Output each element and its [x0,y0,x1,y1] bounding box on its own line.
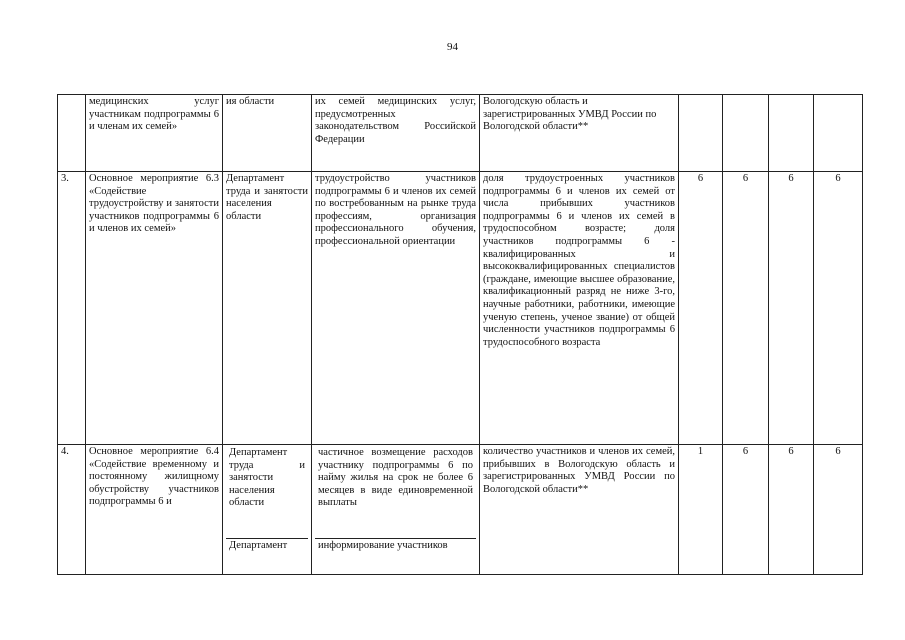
indicator-cell: количество участников и членов их семей, прибывших в Вологодскую область и зарегистрированных УМВД России по Вологодской области** [480,445,679,575]
row-index: 4. [58,445,86,575]
content-part: частичное возмещение расходов участнику подпрограммы 6 по найму жилья на срок не более 6 месяцев в виде единовременной выплаты [315,446,476,539]
value-cell: 1 [679,445,723,575]
value-cell [814,95,863,172]
value-cell: 6 [723,445,769,575]
measure-cell: Основное мероприятие 6.3 «Содействие трудоустройству и занятости участников подпрограммы 6 и членов их семей» [86,172,223,445]
row-index: 3. [58,172,86,445]
table-row [58,172,863,445]
value-cell: 6 [814,172,863,445]
table-row [58,445,863,575]
content-part: информирование участников [318,540,448,551]
content-cell: их семей медицинских услуг, предусмотренных законодательством Российской Федерации [312,95,480,172]
content-cell [312,445,480,575]
indicator-cell: доля трудоустроенных участников подпрограммы 6 и членов их семей от числа прибывших участников подпрограммы 6 и членов их семей в трудоспособном возрасте; доля участников подпрограммы 6 - квалифицированных и высококвалифицированных специалистов (граждане, имеющие высшее образование, квалификационный разряд не ниже 3-го, научные работники, работники, имеющие ученую степень, ученое звание) от общей численности участников подпрограммы 6 трудоспособного возраста [480,172,679,445]
program-table [57,94,863,575]
content-cell: трудоустройство участников подпрограммы 6 и членов их семей по востребованным на рынке труда профессиям, организация профессионального обучения, профессиональной ориентации [312,172,480,445]
indicator-cell: Вологодскую область и зарегистрированных УМВД России по Вологодской области** [480,95,679,172]
page-number: 94 [447,41,458,53]
measure-cell: медицинских услуг участникам подпрограммы 6 и членам их семей» [86,95,223,172]
executor-cell: ия области [223,95,312,172]
value-cell [679,95,723,172]
value-cell: 6 [679,172,723,445]
executor-cell: Департамент труда и занятости населения области [223,172,312,445]
executor-part: Департамент труда и занятости населения области [226,446,308,539]
measure-cell: Основное мероприятие 6.4 «Содействие временному и постоянному жилищному обустройству участников подпрограммы 6 и [86,445,223,575]
value-cell: 6 [814,445,863,575]
executor-part: Департамент [229,540,288,551]
row-index [58,95,86,172]
value-cell: 6 [723,172,769,445]
value-cell [769,95,814,172]
value-cell: 6 [769,445,814,575]
table-row [58,95,863,172]
value-cell [723,95,769,172]
executor-cell [223,445,312,575]
value-cell: 6 [769,172,814,445]
